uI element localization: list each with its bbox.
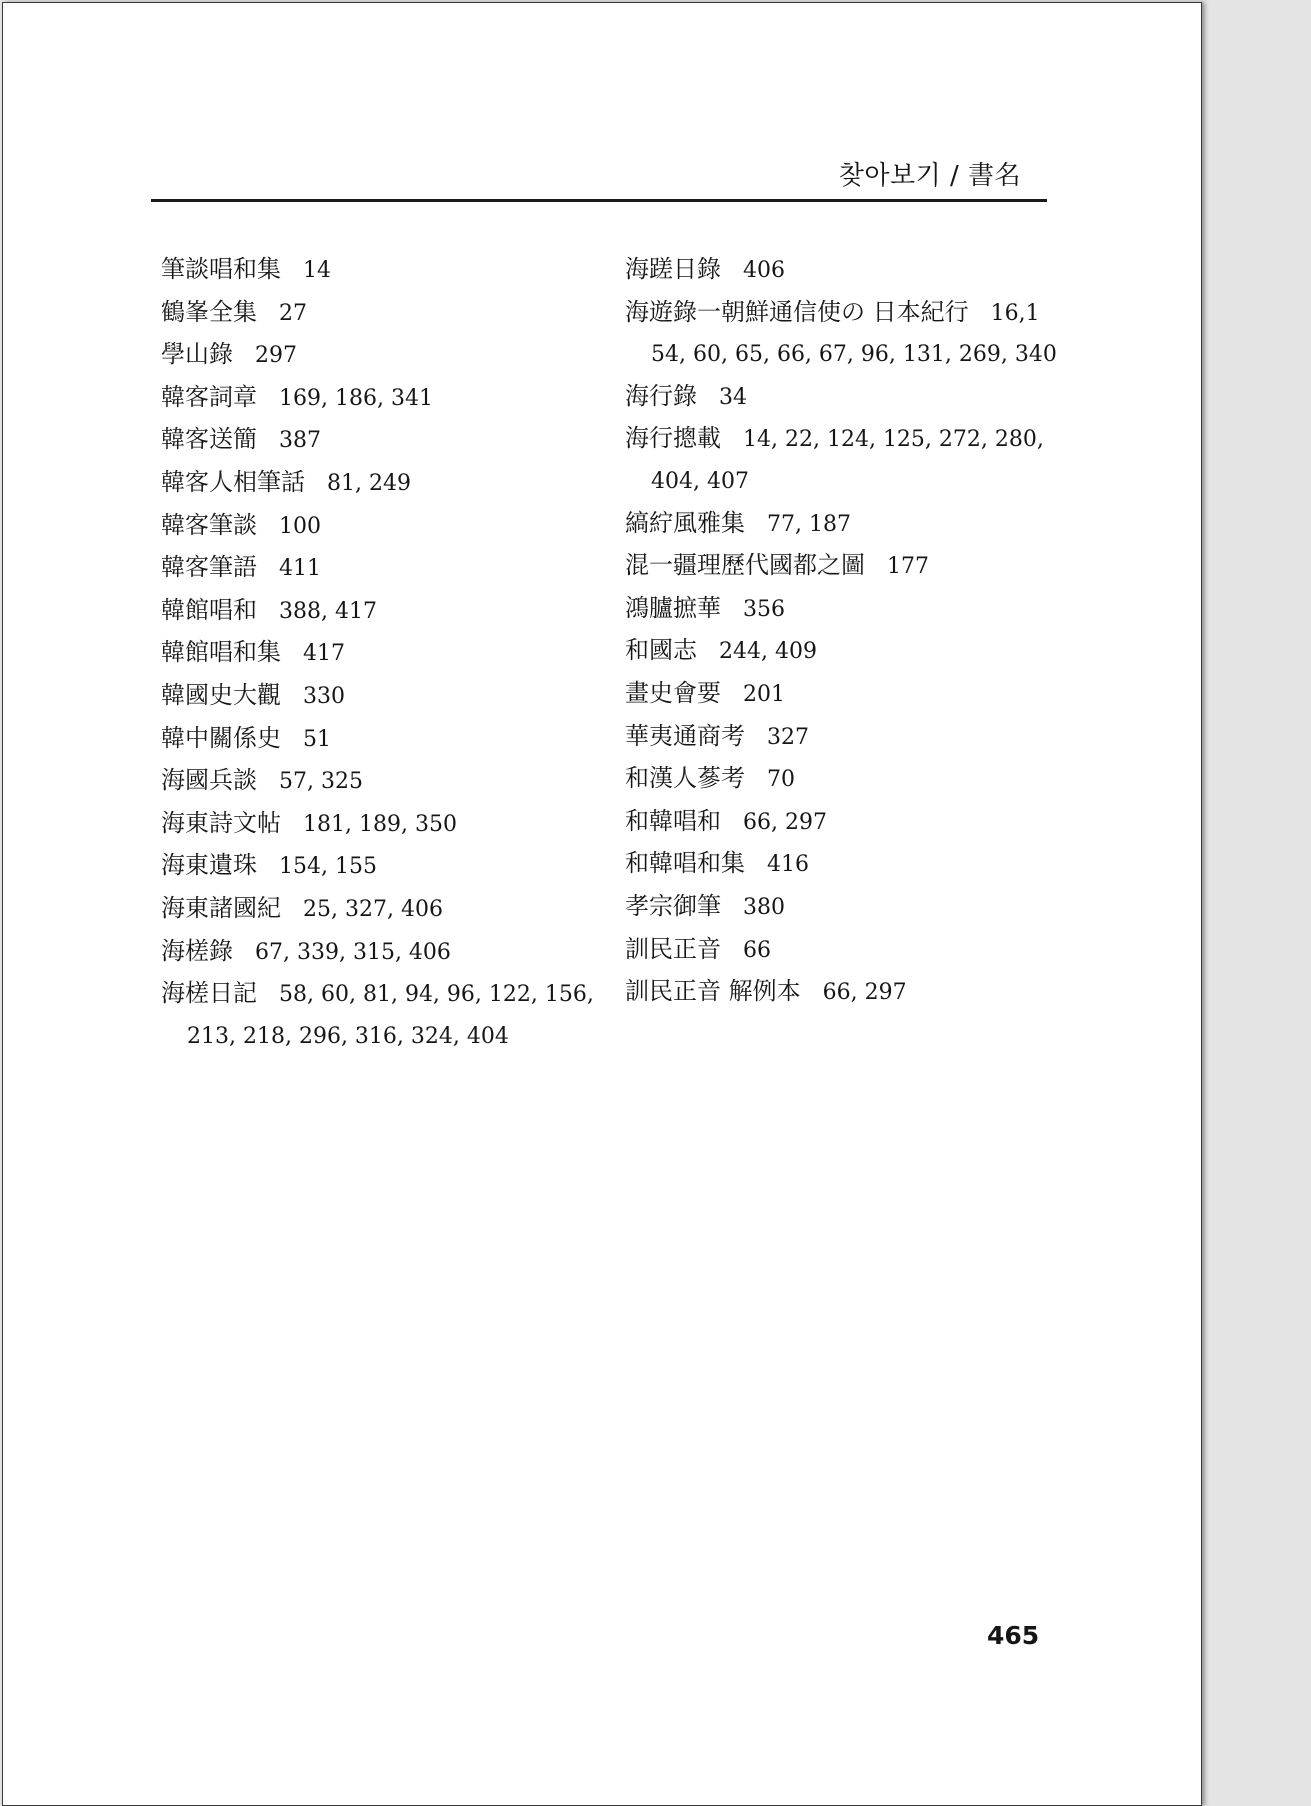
index-entry	[625, 971, 1065, 1014]
entry-title: 韓館唱和	[161, 595, 257, 624]
index-entry	[161, 292, 601, 335]
entry-title: 和國志	[625, 636, 697, 665]
index-entry	[625, 929, 1065, 972]
entry-pages: 66, 297	[822, 980, 907, 1006]
entry-title: 海蹉日錄	[625, 255, 721, 283]
entry-pages-continued: 213, 218, 296, 316, 324, 404	[187, 1023, 509, 1049]
entry-pages: 169, 186, 341	[279, 385, 433, 411]
index-entry	[161, 334, 601, 377]
header-rule	[151, 199, 1047, 202]
index-entry	[161, 760, 601, 803]
index-entry	[161, 803, 601, 846]
entry-title: 和漢人蔘考	[625, 764, 745, 793]
entry-pages: 14	[303, 258, 331, 283]
entry-title: 和韓唱和	[625, 806, 721, 835]
entry-pages: 66	[743, 937, 771, 963]
entry-pages: 154, 155	[279, 854, 377, 880]
entry-title: 韓中關係史	[161, 723, 281, 752]
entry-pages: 181, 189, 350	[303, 811, 457, 837]
entry-pages: 387	[279, 428, 321, 454]
entry-pages: 201	[743, 681, 785, 707]
index-entry	[161, 718, 601, 761]
entry-pages: 330	[303, 683, 345, 709]
entry-pages: 406	[743, 258, 785, 283]
index-entry	[161, 931, 601, 974]
entry-title: 畫史會要	[625, 678, 721, 707]
index-column-left	[161, 249, 601, 1057]
index-entry	[161, 419, 601, 462]
index-entry	[625, 801, 1065, 844]
entry-title: 海行錄	[625, 381, 697, 410]
entry-pages: 51	[303, 726, 331, 752]
entry-title: 混一疆理歷代國都之圖	[625, 551, 865, 580]
entry-pages-continued: 54, 60, 65, 66, 67, 96, 131, 269, 340	[651, 342, 1057, 368]
index-entry	[625, 886, 1065, 929]
entry-title: 海國兵談	[161, 766, 257, 795]
index-entry	[161, 547, 601, 590]
entry-pages: 27	[279, 300, 307, 326]
entry-title: 和韓唱和集	[625, 849, 745, 878]
entry-pages: 416	[767, 852, 809, 878]
entry-pages: 67, 339, 315, 406	[255, 939, 451, 965]
index-entry	[625, 376, 1065, 419]
entry-title: 筆談唱和集	[161, 255, 281, 283]
entry-pages: 34	[719, 384, 747, 410]
entry-title: 鴻臚摭華	[625, 593, 721, 622]
entry-title: 海槎日記	[161, 979, 257, 1008]
index-entry	[161, 590, 601, 633]
index-entry	[625, 292, 1065, 376]
entry-title: 學山錄	[161, 340, 233, 369]
index-entry	[625, 758, 1065, 801]
book-page	[2, 2, 1202, 1806]
entry-title: 韓館唱和集	[161, 638, 281, 667]
entry-title: 訓民正音 解例本	[625, 977, 801, 1006]
entry-pages: 57, 325	[279, 769, 363, 795]
entry-title: 海槎錄	[161, 936, 233, 965]
index-entry	[161, 505, 601, 548]
entry-pages: 81, 249	[327, 470, 411, 496]
entry-title: 韓客人相筆話	[161, 467, 305, 496]
entry-title: 韓客詞章	[161, 382, 257, 411]
entry-pages: 70	[767, 767, 795, 793]
index-entry	[625, 716, 1065, 759]
index-entry	[625, 418, 1065, 502]
index-entry	[161, 632, 601, 675]
entry-pages: 297	[255, 343, 297, 369]
entry-title: 海遊錄一朝鮮通信使の 日本紀行	[625, 297, 969, 326]
entry-title: 鶴峯全集	[161, 297, 257, 326]
entry-title: 海行摠載	[625, 424, 721, 453]
entry-pages: 411	[279, 556, 321, 582]
index-entry	[161, 377, 601, 420]
running-header-title: 찾아보기 / 書名	[838, 161, 1021, 191]
entry-pages: 388, 417	[279, 598, 377, 624]
index-entry	[625, 249, 1065, 292]
entry-pages: 417	[303, 641, 345, 667]
entry-pages: 58, 60, 81, 94, 96, 122, 156,	[279, 982, 594, 1008]
entry-pages: 327	[767, 724, 809, 750]
entry-pages: 100	[279, 513, 321, 539]
entry-title: 韓國史大觀	[161, 680, 281, 709]
entry-pages: 14, 22, 124, 125, 272, 280,	[743, 427, 1044, 453]
entry-title: 韓客送簡	[161, 425, 257, 454]
entry-pages: 244, 409	[719, 639, 817, 665]
entry-pages: 66, 297	[743, 809, 827, 835]
entry-title: 訓民正音	[625, 934, 721, 963]
index-entry	[161, 845, 601, 888]
entry-title: 海東諸國紀	[161, 893, 281, 922]
index-entry	[161, 675, 601, 718]
entry-title: 縞紵風雅集	[625, 508, 745, 537]
entry-title: 孝宗御筆	[625, 891, 721, 920]
index-entry	[625, 843, 1065, 886]
entry-pages: 177	[887, 554, 929, 580]
entry-title: 海東遺珠	[161, 851, 257, 880]
index-entry	[625, 545, 1065, 588]
entry-title: 韓客筆語	[161, 553, 257, 582]
index-entry	[161, 249, 601, 292]
entry-pages: 380	[743, 894, 785, 920]
entry-pages: 16,1	[990, 300, 1040, 326]
entry-title: 海東詩文帖	[161, 808, 281, 837]
page-number: 465	[987, 1621, 1040, 1650]
index-entry	[161, 888, 601, 931]
index-entry	[625, 673, 1065, 716]
index-column-right	[625, 249, 1065, 1014]
entry-pages: 356	[743, 596, 785, 622]
entry-pages: 25, 327, 406	[303, 896, 443, 922]
index-entry	[625, 503, 1065, 546]
index-entry	[161, 973, 601, 1057]
entry-pages: 77, 187	[767, 511, 851, 537]
index-entry	[625, 588, 1065, 631]
entry-title: 華夷通商考	[625, 721, 745, 750]
entry-pages-continued: 404, 407	[651, 468, 749, 494]
index-entry	[625, 630, 1065, 673]
entry-title: 韓客筆談	[161, 510, 257, 539]
index-entry	[161, 462, 601, 505]
